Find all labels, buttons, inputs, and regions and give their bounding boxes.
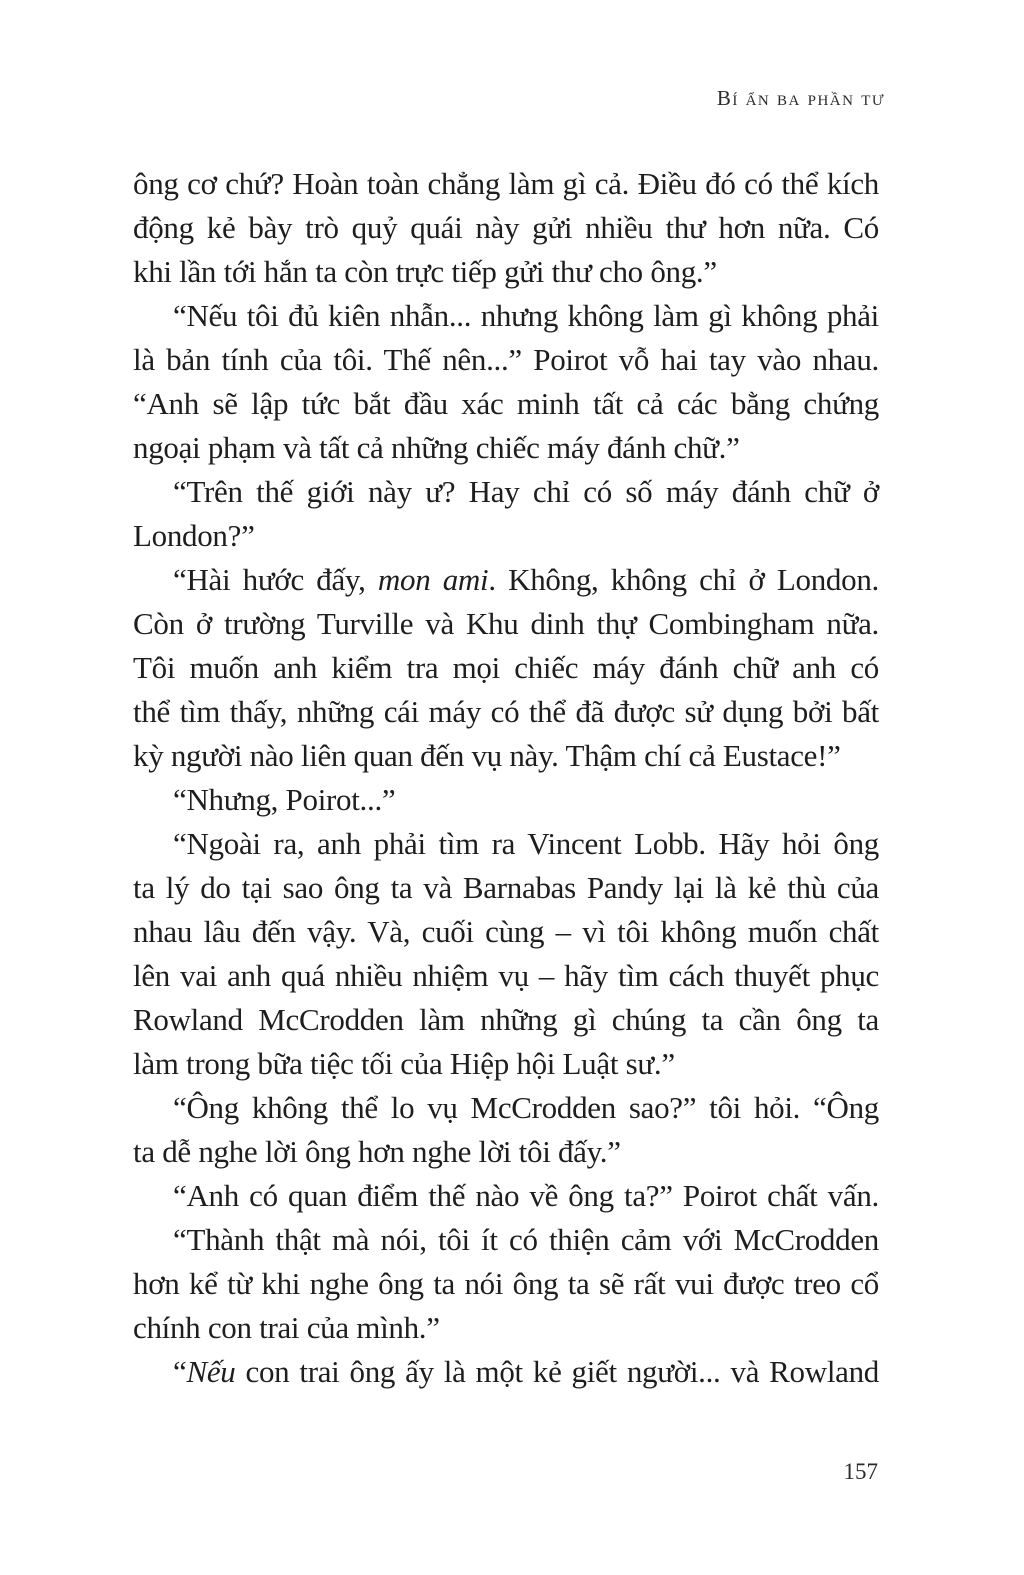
- text-line: nhau lâu đến vậy. Và, cuối cùng – vì tôi không muốn chất: [133, 914, 879, 949]
- text-line: kỳ người nào liên quan đến vụ này. Thậm chí cả Eustace!”: [133, 738, 841, 773]
- text-span: “Hài hước đấy,: [173, 562, 378, 597]
- text-line: “Nhưng, Poirot...”: [173, 782, 396, 817]
- text-line: “Trên thế giới này ư? Hay chỉ có số máy đánh chữ ở: [173, 474, 879, 509]
- text-line: Còn ở trường Turville và Khu dinh thự Combingham nữa.: [133, 606, 879, 641]
- text-line: “Ngoài ra, anh phải tìm ra Vincent Lobb. Hãy hỏi ông: [173, 826, 879, 861]
- text-line: London?”: [133, 518, 255, 553]
- text-line: hơn kể từ khi nghe ông ta nói ông ta sẽ rất vui được treo cổ: [133, 1266, 879, 1301]
- text-line: [173, 558, 879, 602]
- text-line: ta lý do tại sao ông ta và Barnabas Pandy lại là kẻ thù của: [133, 870, 879, 905]
- text-line: chính con trai của mình.”: [133, 1310, 440, 1345]
- text-line: khi lần tới hắn ta còn trực tiếp gửi thư cho ông.”: [133, 254, 717, 289]
- text-span: con trai ông ấy là một kẻ giết người... và Rowland: [235, 1354, 879, 1389]
- page-number: 157: [843, 1459, 878, 1484]
- text-line: làm trong bữa tiệc tối của Hiệp hội Luật sư.”: [133, 1046, 675, 1081]
- text-line: lên vai anh quá nhiều nhiệm vụ – hãy tìm cách thuyết phục: [133, 958, 879, 993]
- text-line: “Nếu tôi đủ kiên nhẫn... nhưng không làm gì không phải: [173, 298, 879, 333]
- text-line: [173, 1350, 879, 1394]
- text-line: là bản tính của tôi. Thế nên...” Poirot vỗ hai tay vào nhau.: [133, 342, 879, 377]
- text-line: “Anh có quan điểm thế nào về ông ta?” Poirot chất vấn.: [173, 1178, 879, 1213]
- text-line: động kẻ bày trò quỷ quái này gửi nhiều thư hơn nữa. Có: [133, 210, 879, 245]
- text-line: “Ông không thể lo vụ McCrodden sao?” tôi hỏi. “Ông: [173, 1090, 879, 1125]
- text-line: “Anh sẽ lập tức bắt đầu xác minh tất cả các bằng chứng: [133, 386, 879, 421]
- text-line: ngoại phạm và tất cả những chiếc máy đánh chữ.”: [133, 430, 740, 465]
- text-span: . Không, không chỉ ở London.: [488, 562, 879, 597]
- text-line: ông cơ chứ? Hoàn toàn chẳng làm gì cả. Điều đó có thể kích: [133, 166, 879, 201]
- italic-phrase: mon ami: [377, 562, 489, 597]
- text-line: Tôi muốn anh kiểm tra mọi chiếc máy đánh chữ anh có: [133, 650, 879, 685]
- running-header-title: Bí ẩn ba phần tư: [716, 86, 885, 110]
- text-line: ta dễ nghe lời ông hơn nghe lời tôi đấy.”: [133, 1134, 621, 1169]
- text-span: “: [173, 1354, 187, 1389]
- text-line: Rowland McCrodden làm những gì chúng ta cần ông ta: [133, 1002, 879, 1037]
- text-line: “Thành thật mà nói, tôi ít có thiện cảm với McCrodden: [173, 1222, 879, 1257]
- italic-word: Nếu: [186, 1354, 236, 1389]
- text-line: thể tìm thấy, những cái máy có thể đã được sử dụng bởi bất: [133, 694, 879, 729]
